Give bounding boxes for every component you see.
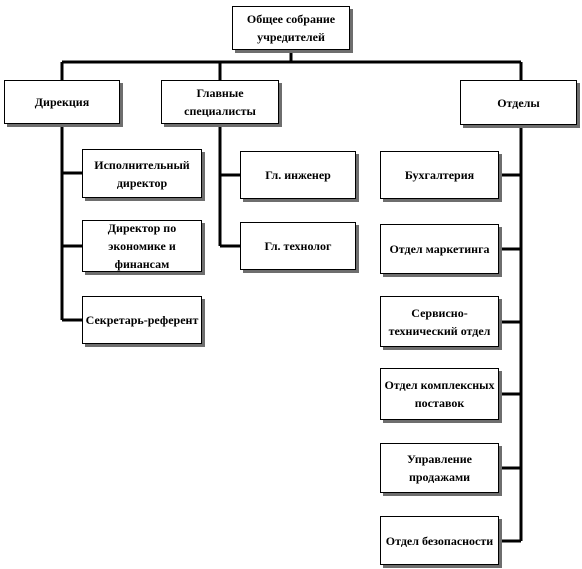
departments-item-box xyxy=(380,151,499,199)
group-direction-box xyxy=(4,80,120,124)
root-label: Общее собрание учредителей xyxy=(246,12,336,44)
specialists-item-label: Гл. технолог xyxy=(264,239,332,253)
departments-item-box xyxy=(380,224,499,274)
direction-item-label: Секретарь-референт xyxy=(85,313,199,327)
group-specialists-label: Главные специалисты xyxy=(184,86,256,118)
departments-item-label: Отдел комплексных поставок xyxy=(384,378,495,410)
direction-item-box xyxy=(82,296,202,344)
departments-item-label: Отдел безопасности xyxy=(385,533,494,548)
root-box xyxy=(232,6,350,50)
departments-item-label: Отдел маркетинга xyxy=(389,242,490,256)
departments-item-box xyxy=(380,443,499,493)
departments-item-box xyxy=(380,368,499,420)
direction-item-label: Исполнительный директор xyxy=(94,157,190,190)
departments-item-label: Сервисно-технический отдел xyxy=(388,305,491,338)
departments-item-box xyxy=(380,516,499,565)
specialists-item-box xyxy=(240,151,356,199)
group-departments-label: Отделы xyxy=(497,95,540,110)
direction-item-box xyxy=(82,220,202,272)
departments-item-box xyxy=(380,296,499,347)
direction-item-box xyxy=(82,149,202,198)
specialists-item-label: Гл. инженер xyxy=(265,168,331,182)
specialists-item-box xyxy=(240,222,356,270)
departments-item-label: Управление продажами xyxy=(407,452,472,484)
group-specialists-box xyxy=(161,80,279,124)
direction-item-label: Директор по экономике и финансам xyxy=(107,221,177,271)
departments-item-label: Бухгалтерия xyxy=(404,168,475,182)
group-departments-box xyxy=(460,80,577,125)
group-direction-label: Дирекция xyxy=(34,95,90,109)
